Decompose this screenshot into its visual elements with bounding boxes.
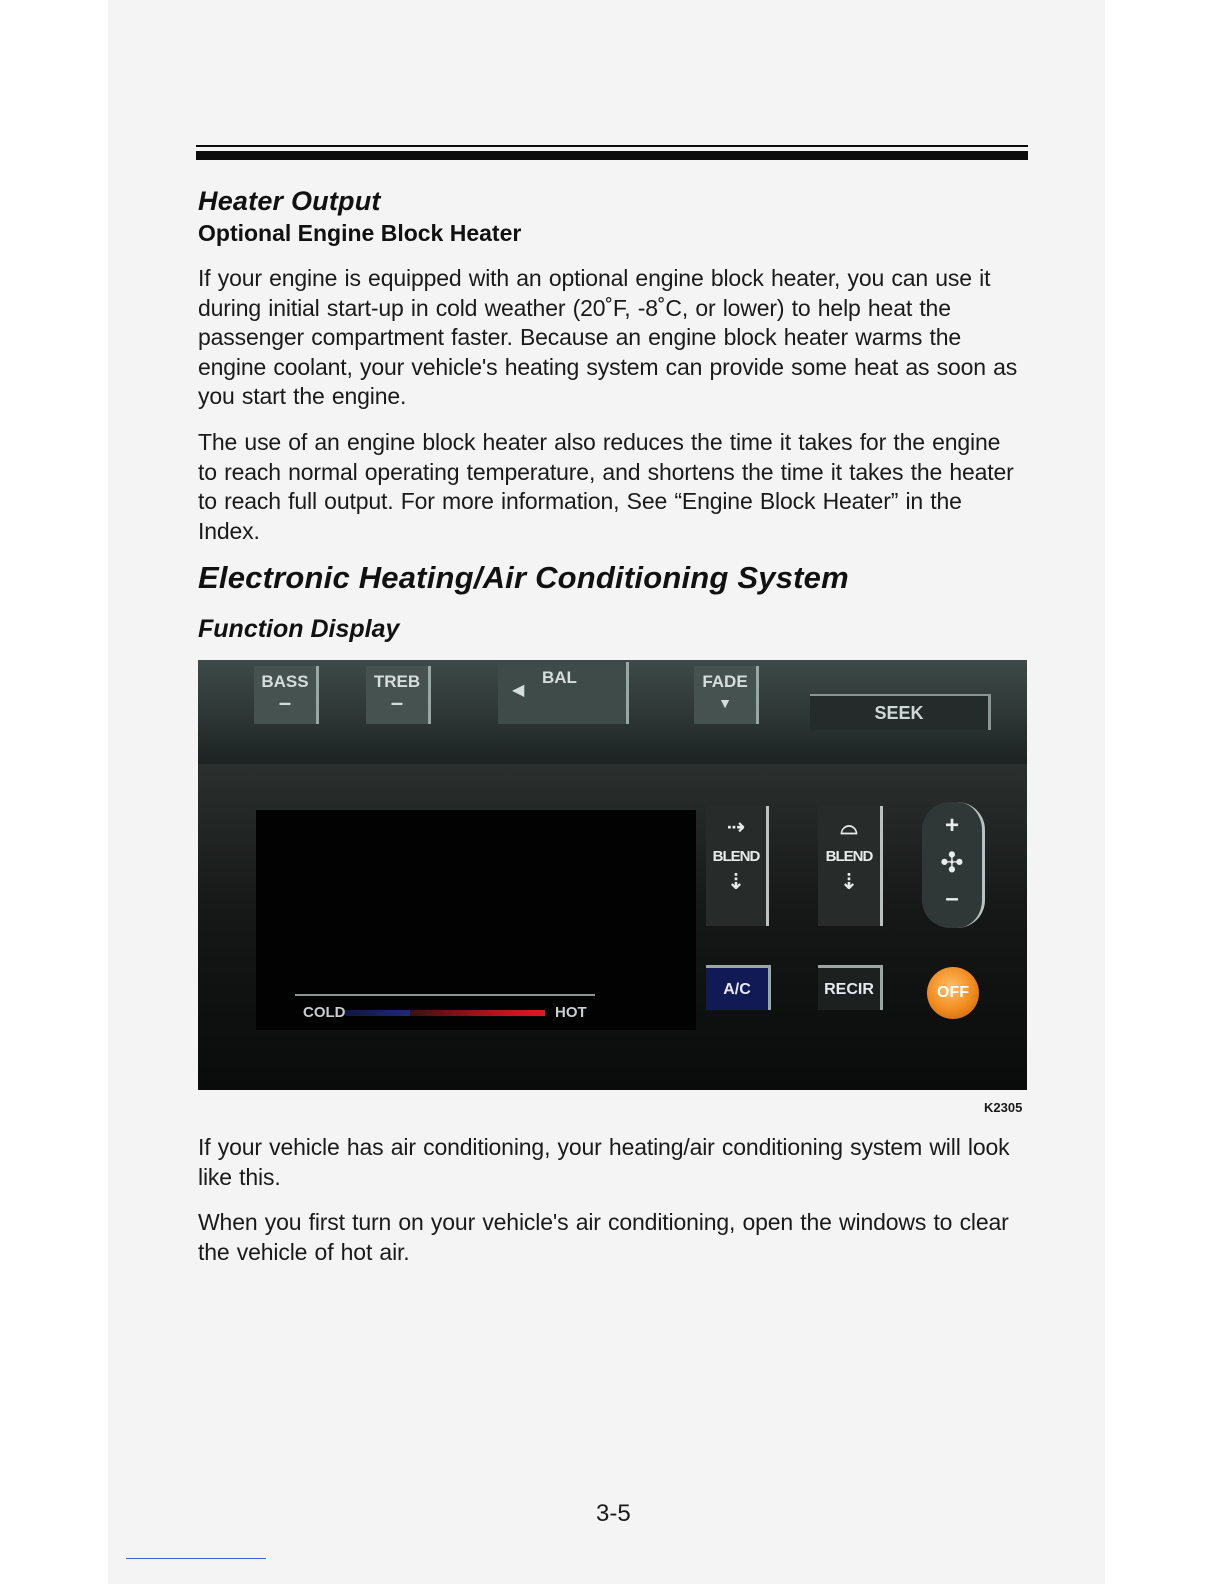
temperature-hot-segment bbox=[410, 1010, 545, 1016]
section-title: Heater Output bbox=[198, 186, 381, 216]
paragraph-1-block bbox=[198, 264, 1026, 412]
function-display-title: Function Display bbox=[198, 615, 400, 643]
bal-button bbox=[498, 662, 629, 724]
footer-link-line bbox=[126, 1558, 266, 1559]
treb-label: TREB bbox=[373, 672, 421, 691]
bass-label: BASS bbox=[261, 672, 309, 691]
fan-minus: – bbox=[945, 885, 959, 912]
off-button: OFF bbox=[927, 967, 979, 1019]
paragraph-4: When you first turn on your vehicle's air conditioning, open the windows to clear the vehicle of hot air. bbox=[198, 1209, 1009, 1265]
paragraph-2: The use of an engine block heater also reduces the time it takes for the engine to reach normal operating temperature, and shortens the time it takes the heater to reach full output. For more information, See “Engine Block Heater” in the Index. bbox=[198, 429, 1014, 544]
temperature-bar bbox=[295, 994, 595, 1022]
ac-button: A/C bbox=[706, 965, 771, 1010]
climate-control-photo bbox=[198, 660, 1027, 1090]
fan-speed-control bbox=[922, 802, 985, 928]
bass-minus: – bbox=[278, 690, 292, 715]
paragraph-3: If your vehicle has air conditioning, your heating/air conditioning system will look like this. bbox=[198, 1134, 1010, 1190]
fan-plus: + bbox=[944, 812, 959, 839]
vent-blend-button bbox=[706, 806, 769, 926]
fade-label: FADE bbox=[702, 672, 748, 691]
floor-seat-icon: ⇣ bbox=[726, 869, 746, 894]
blend-label-1: BLEND bbox=[712, 848, 760, 865]
seek-button: SEEK bbox=[810, 694, 991, 730]
system-title: Electronic Heating/Air Conditioning System bbox=[198, 560, 849, 595]
bal-label: BAL bbox=[542, 668, 577, 687]
cold-label: COLD bbox=[303, 1004, 346, 1021]
hot-label: HOT bbox=[555, 1004, 587, 1021]
bal-left-arrow-icon: ◀ bbox=[512, 682, 525, 699]
paragraph-3-block bbox=[198, 1133, 1026, 1192]
fan-icon: ✣ bbox=[940, 847, 964, 878]
header-rule-thick bbox=[196, 151, 1028, 160]
defrost-icon: ⌓ bbox=[840, 814, 858, 839]
recir-button: RECIR bbox=[818, 965, 883, 1010]
paragraph-1: If your engine is equipped with an optional engine block heater, you can use it during initial start-up in cold weather (20˚F, -8˚C, or lower) to help heat the passenger compartment faster. Because an engine block heater warms the engine coolant, your vehicle's heating system can provide some heat as soon as you start the engine. bbox=[198, 265, 1018, 410]
temperature-cold-segment bbox=[345, 1010, 415, 1016]
section-subtitle: Optional Engine Block Heater bbox=[198, 220, 522, 246]
vent-seat-icon: ⇢ bbox=[726, 814, 746, 839]
paragraph-2-block bbox=[198, 428, 1026, 546]
floor-seat-icon-2: ⇣ bbox=[839, 869, 859, 894]
fade-button bbox=[694, 666, 759, 724]
paragraph-4-block bbox=[198, 1208, 1026, 1267]
defrost-blend-button bbox=[818, 806, 883, 926]
figure-id: K2305 bbox=[984, 1100, 1023, 1115]
fade-down-arrow-icon: ▼ bbox=[718, 695, 732, 711]
blend-label-2: BLEND bbox=[825, 848, 873, 865]
bass-button bbox=[254, 666, 319, 724]
page-number: 3-5 bbox=[596, 1500, 631, 1527]
header-rule-thin bbox=[196, 145, 1028, 147]
treb-button bbox=[366, 666, 431, 724]
treb-minus: – bbox=[390, 690, 404, 715]
